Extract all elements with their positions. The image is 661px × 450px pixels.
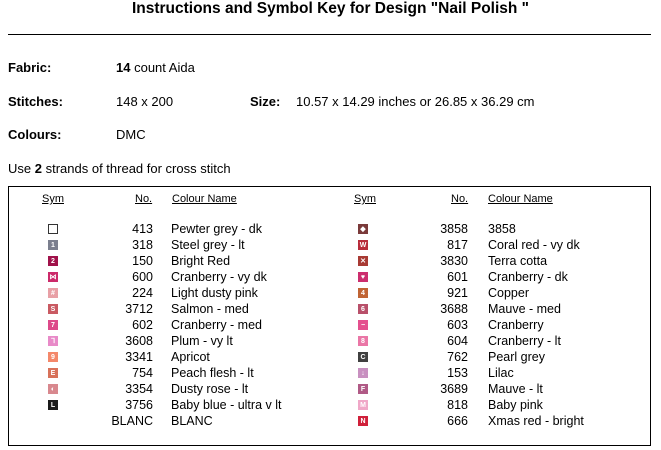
letter-w-icon: W bbox=[359, 242, 367, 249]
colour-name: Bright Red bbox=[171, 254, 231, 268]
colour-name: Peach flesh - lt bbox=[171, 366, 254, 380]
table-row bbox=[0, 301, 661, 317]
letter-c-icon: C bbox=[358, 352, 368, 362]
letter-m-icon: M bbox=[358, 400, 368, 410]
colour-number: 3688 bbox=[440, 302, 468, 316]
colour-number: 3689 bbox=[440, 382, 468, 396]
fabric-type: count Aida bbox=[134, 60, 195, 75]
colour-number: 602 bbox=[132, 318, 153, 332]
colour-number: 603 bbox=[447, 318, 468, 332]
colour-name: Mauve - lt bbox=[488, 382, 543, 396]
header-no-left: No. bbox=[135, 193, 153, 205]
table-row bbox=[0, 381, 661, 397]
table-row bbox=[0, 365, 661, 381]
fabric-label: Fabric: bbox=[8, 60, 52, 75]
colour-name: Cranberry bbox=[488, 318, 544, 332]
colour-name: BLANC bbox=[171, 414, 213, 428]
table-row bbox=[0, 317, 661, 333]
header-sym-right: Sym bbox=[354, 193, 376, 205]
colour-number: 604 bbox=[447, 334, 468, 348]
x-mark-icon: ✕ bbox=[358, 256, 368, 266]
colour-number: BLANC bbox=[111, 414, 153, 428]
colour-name: Salmon - med bbox=[171, 302, 249, 316]
letter-n-icon: N bbox=[358, 416, 368, 426]
colour-number: 921 bbox=[447, 286, 468, 300]
colour-name: Pewter grey - dk bbox=[171, 222, 263, 236]
letter-l-icon: L bbox=[48, 400, 58, 410]
number-7-icon: 7 bbox=[48, 320, 58, 330]
colour-number: 3608 bbox=[125, 334, 153, 348]
colour-name: Coral red - vy dk bbox=[488, 238, 580, 252]
minus-icon: − bbox=[358, 320, 368, 330]
table-row bbox=[0, 349, 661, 365]
colour-number: 3858 bbox=[440, 222, 468, 236]
colour-number: 3830 bbox=[440, 254, 468, 268]
header-sym-left: Sym bbox=[42, 193, 64, 205]
fabric-count: 14 bbox=[116, 60, 131, 75]
letter-e-icon: E bbox=[48, 368, 58, 378]
table-row bbox=[0, 253, 661, 269]
header-name-right: Colour Name bbox=[488, 193, 553, 205]
letter-f-icon: F bbox=[358, 384, 368, 394]
colour-name: Cranberry - dk bbox=[488, 270, 568, 284]
bracket-icon: ᒣ bbox=[48, 336, 58, 346]
strands-count: 2 bbox=[34, 161, 42, 176]
table-row bbox=[0, 221, 661, 237]
colours-label: Colours: bbox=[8, 127, 62, 142]
strands-instruction bbox=[8, 161, 231, 176]
header-name-left: Colour Name bbox=[172, 193, 237, 205]
colour-number: 224 bbox=[132, 286, 153, 300]
colours-value: DMC bbox=[116, 127, 146, 142]
colour-name: Pearl grey bbox=[488, 350, 545, 364]
page-title: Instructions and Symbol Key for Design "Nail Polish " bbox=[131, 0, 530, 17]
number-8-icon: 8 bbox=[358, 336, 368, 346]
colour-name: Cranberry - med bbox=[171, 318, 262, 332]
colour-name: Cranberry - vy dk bbox=[171, 270, 267, 284]
size-value: 10.57 x 14.29 inches or 26.85 x 36.29 cm bbox=[296, 94, 535, 109]
fabric-value bbox=[116, 60, 195, 75]
colour-name: Terra cotta bbox=[488, 254, 548, 268]
colour-number: 153 bbox=[447, 366, 468, 380]
colour-name: Copper bbox=[488, 286, 529, 300]
colour-name: Apricot bbox=[171, 350, 210, 364]
swirl-icon: ◐ bbox=[48, 384, 58, 394]
colour-number: 666 bbox=[447, 414, 468, 428]
arrow-down-icon: ↓ bbox=[358, 368, 368, 378]
table-row bbox=[0, 285, 661, 301]
heart-icon: ♥ bbox=[358, 272, 368, 282]
number-2-icon: 2 bbox=[48, 256, 58, 266]
header-no-right: No. bbox=[451, 193, 469, 205]
colour-number: 817 bbox=[447, 238, 468, 252]
colour-name: Baby blue - ultra v lt bbox=[171, 398, 282, 412]
stitches-value: 148 x 200 bbox=[116, 94, 174, 109]
colour-number: 762 bbox=[447, 350, 468, 364]
number-1-icon: 1 bbox=[48, 240, 58, 250]
bowtie-icon: ⋈ bbox=[49, 274, 57, 281]
hash-icon: # bbox=[48, 288, 58, 298]
colour-name: Dusty rose - lt bbox=[171, 382, 249, 396]
colour-number: 413 bbox=[132, 222, 153, 236]
colour-number: 3756 bbox=[125, 398, 153, 412]
colour-name: Cranberry - lt bbox=[488, 334, 561, 348]
colour-name: Xmas red - bright bbox=[488, 414, 584, 428]
colour-number: 318 bbox=[132, 238, 153, 252]
colour-number: 818 bbox=[447, 398, 468, 412]
colour-number: 3341 bbox=[125, 350, 153, 364]
title-divider bbox=[8, 34, 651, 35]
colour-number: 600 bbox=[132, 270, 153, 284]
colour-number: 754 bbox=[132, 366, 153, 380]
number-9-icon: 9 bbox=[48, 352, 58, 362]
colour-name: Baby pink bbox=[488, 398, 543, 412]
table-row bbox=[0, 413, 661, 429]
colour-name: Mauve - med bbox=[488, 302, 561, 316]
colour-name: Steel grey - lt bbox=[171, 238, 245, 252]
colour-name: Lilac bbox=[488, 366, 514, 380]
diamond-icon: ◆ bbox=[358, 224, 368, 234]
table-row bbox=[0, 397, 661, 413]
strands-pre: Use bbox=[8, 161, 32, 176]
colour-name: Plum - vy lt bbox=[171, 334, 233, 348]
strands-post: strands of thread for cross stitch bbox=[45, 161, 231, 176]
number-6-icon: 6 bbox=[358, 304, 368, 314]
colour-number: 3354 bbox=[125, 382, 153, 396]
table-row bbox=[0, 333, 661, 349]
colour-number: 601 bbox=[447, 270, 468, 284]
stitches-label: Stitches: bbox=[8, 94, 63, 109]
colour-name: Light dusty pink bbox=[171, 286, 258, 300]
colour-name: 3858 bbox=[488, 222, 516, 236]
size-label: Size: bbox=[250, 94, 281, 109]
number-4-icon: 4 bbox=[358, 288, 368, 298]
letter-s-icon: S bbox=[48, 304, 58, 314]
colour-number: 150 bbox=[132, 254, 153, 268]
table-row bbox=[0, 269, 661, 285]
table-row bbox=[0, 237, 661, 253]
colour-number: 3712 bbox=[125, 302, 153, 316]
